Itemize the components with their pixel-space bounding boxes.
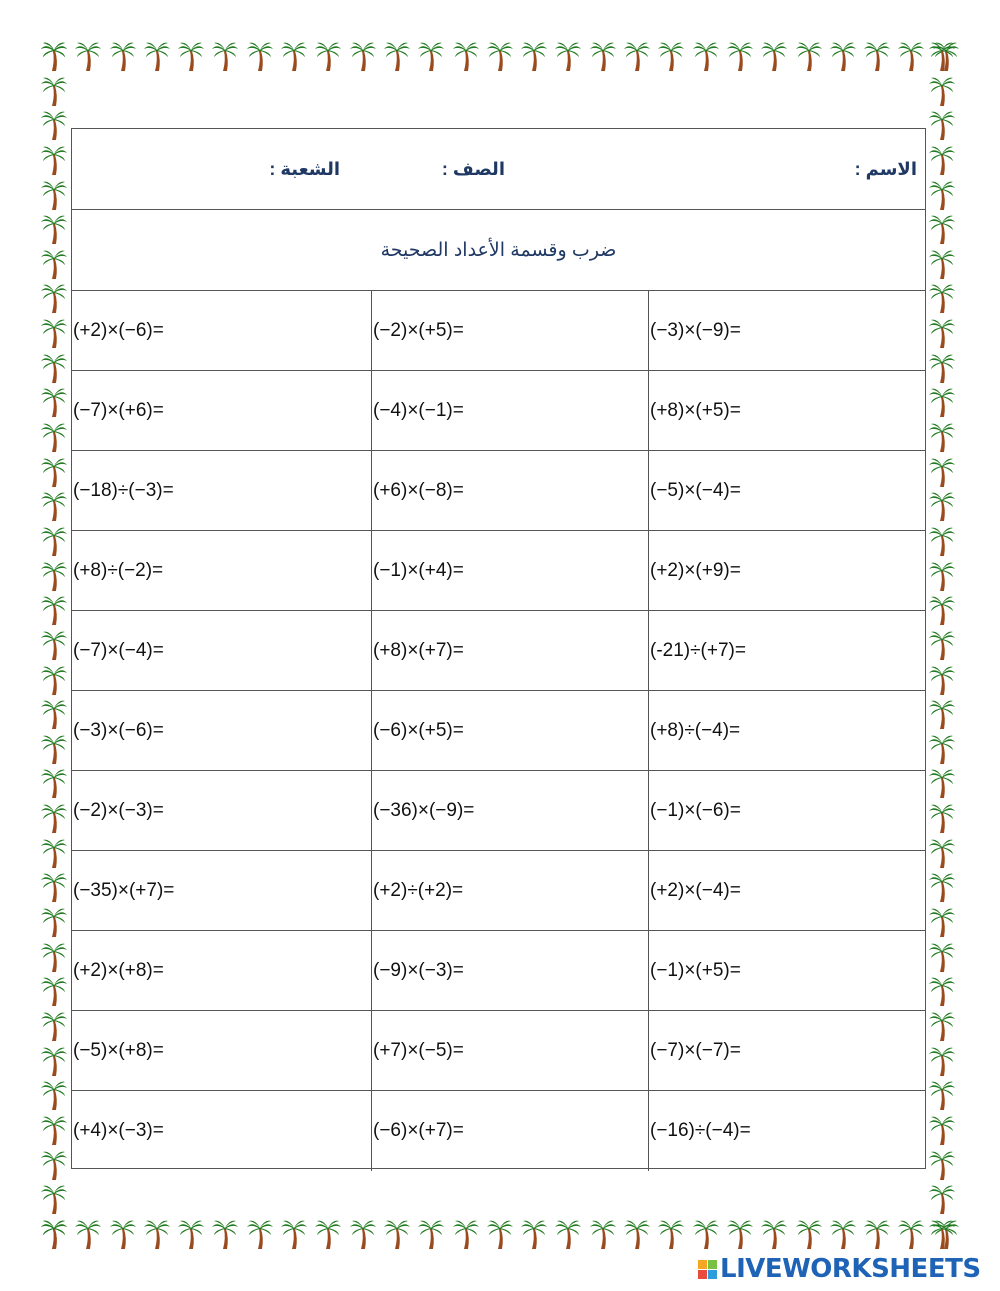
palm-tree-icon (657, 40, 685, 72)
palm-tree-icon (928, 837, 956, 869)
palm-tree-icon (897, 1218, 925, 1250)
logo-square (708, 1270, 717, 1279)
palm-tree-icon (74, 1218, 102, 1250)
palm-tree-icon (40, 837, 68, 869)
palm-tree-icon (177, 40, 205, 72)
palm-tree-icon (40, 109, 68, 141)
palm-tree-icon (623, 40, 651, 72)
problem-cell: (+2)×(+8)= (72, 931, 372, 1011)
palm-tree-icon (452, 1218, 480, 1250)
palm-tree-icon (928, 317, 956, 349)
problem-cell: (+8)×(+7)= (372, 611, 649, 691)
palm-tree-icon (928, 1114, 956, 1146)
palm-tree-icon (928, 733, 956, 765)
palm-tree-icon (40, 40, 68, 72)
palm-tree-icon (897, 40, 925, 72)
grade-label: الصف : (441, 159, 505, 179)
palm-tree-icon (928, 179, 956, 211)
palm-tree-icon (692, 40, 720, 72)
problem-cell: (−2)×(−3)= (72, 771, 372, 851)
palm-tree-icon (928, 144, 956, 176)
palm-tree-icon (314, 40, 342, 72)
palm-tree-icon (657, 1218, 685, 1250)
palm-tree-icon (40, 1045, 68, 1077)
problem-cell: (+6)×(−8)= (372, 451, 649, 531)
problem-cell: (+8)×(+5)= (649, 371, 925, 451)
problem-cell: (−2)×(+5)= (372, 291, 649, 371)
palm-tree-icon (40, 941, 68, 973)
problem-cell: (−6)×(+7)= (372, 1091, 649, 1171)
palm-tree-icon (928, 1079, 956, 1111)
palm-tree-icon (40, 386, 68, 418)
problem-grid (72, 291, 925, 1171)
palm-tree-icon (349, 40, 377, 72)
problem-cell: (−7)×(−7)= (649, 1011, 925, 1091)
palm-tree-icon (760, 1218, 788, 1250)
palm-tree-icon (109, 40, 137, 72)
palm-tree-icon (211, 1218, 239, 1250)
problem-cell: (+2)×(+9)= (649, 531, 925, 611)
palm-tree-icon (520, 1218, 548, 1250)
palm-tree-icon (928, 213, 956, 245)
worksheet-title: ضرب وقسمة الأعداد الصحيحة (72, 210, 925, 291)
problem-cell: (−4)×(−1)= (372, 371, 649, 451)
palm-tree-icon (280, 1218, 308, 1250)
palm-tree-icon (795, 1218, 823, 1250)
palm-tree-icon (40, 248, 68, 280)
problem-cell: (−7)×(+6)= (72, 371, 372, 451)
problem-cell: (−1)×(+4)= (372, 531, 649, 611)
palm-tree-icon (40, 525, 68, 557)
problem-cell: (−7)×(−4)= (72, 611, 372, 691)
palm-tree-icon (928, 906, 956, 938)
palm-tree-icon (40, 1149, 68, 1181)
palm-tree-icon (795, 40, 823, 72)
palm-tree-icon (928, 40, 956, 72)
problem-cell: (−3)×(−6)= (72, 691, 372, 771)
palm-tree-icon (928, 1149, 956, 1181)
palm-tree-icon (928, 1218, 956, 1250)
palm-border-left (40, 40, 68, 1250)
palm-tree-icon (623, 1218, 651, 1250)
problem-cell: (+4)×(−3)= (72, 1091, 372, 1171)
palm-tree-icon (829, 40, 857, 72)
palm-tree-icon (383, 40, 411, 72)
palm-tree-icon (40, 352, 68, 384)
palm-tree-icon (40, 975, 68, 1007)
palm-border-top (40, 40, 960, 72)
problem-cell: (−18)÷(−3)= (72, 451, 372, 531)
palm-tree-icon (40, 456, 68, 488)
palm-tree-icon (928, 594, 956, 626)
palm-tree-icon (928, 1010, 956, 1042)
palm-tree-icon (40, 906, 68, 938)
palm-border-right (928, 40, 956, 1250)
logo-square (708, 1260, 717, 1269)
palm-tree-icon (928, 629, 956, 661)
palm-tree-icon (928, 975, 956, 1007)
palm-tree-icon (589, 40, 617, 72)
palm-tree-icon (40, 1079, 68, 1111)
palm-tree-icon (177, 1218, 205, 1250)
palm-tree-icon (40, 698, 68, 730)
palm-tree-icon (928, 871, 956, 903)
palm-tree-icon (40, 560, 68, 592)
palm-tree-icon (692, 1218, 720, 1250)
problem-cell: (−1)×(−6)= (649, 771, 925, 851)
palm-tree-icon (40, 802, 68, 834)
palm-tree-icon (246, 1218, 274, 1250)
palm-tree-icon (928, 248, 956, 280)
problem-cell: (−36)×(−9)= (372, 771, 649, 851)
palm-tree-icon (40, 1218, 68, 1250)
palm-border-bottom (40, 1218, 960, 1250)
palm-tree-icon (40, 317, 68, 349)
palm-tree-icon (40, 1183, 68, 1215)
palm-tree-icon (109, 1218, 137, 1250)
palm-tree-icon (928, 525, 956, 557)
palm-tree-icon (928, 490, 956, 522)
palm-tree-icon (928, 456, 956, 488)
problem-cell: (−5)×(+8)= (72, 1011, 372, 1091)
palm-tree-icon (40, 629, 68, 661)
palm-tree-icon (554, 1218, 582, 1250)
palm-tree-icon (726, 40, 754, 72)
palm-tree-icon (143, 40, 171, 72)
problem-cell: (+2)×(−6)= (72, 291, 372, 371)
palm-tree-icon (40, 733, 68, 765)
palm-tree-icon (928, 109, 956, 141)
brand-text: LIVEWORKSHEETS (720, 1254, 981, 1284)
section-label: الشعبة : (269, 159, 340, 179)
liveworksheets-logo-icon (698, 1260, 717, 1279)
palm-tree-icon (40, 75, 68, 107)
palm-tree-icon (40, 490, 68, 522)
palm-tree-icon (452, 40, 480, 72)
problem-cell: (−6)×(+5)= (372, 691, 649, 771)
palm-tree-icon (40, 1010, 68, 1042)
problem-cell: (+8)÷(−4)= (649, 691, 925, 771)
problem-cell: (−9)×(−3)= (372, 931, 649, 1011)
palm-tree-icon (863, 40, 891, 72)
palm-tree-icon (40, 421, 68, 453)
problem-cell: (−5)×(−4)= (649, 451, 925, 531)
problem-cell: (+2)×(−4)= (649, 851, 925, 931)
palm-tree-icon (928, 421, 956, 453)
palm-tree-icon (928, 802, 956, 834)
palm-tree-icon (928, 767, 956, 799)
worksheet (71, 128, 926, 1169)
palm-tree-icon (74, 40, 102, 72)
problem-cell: (+2)÷(+2)= (372, 851, 649, 931)
palm-tree-icon (211, 40, 239, 72)
palm-tree-icon (417, 40, 445, 72)
palm-tree-icon (280, 40, 308, 72)
student-info-header (72, 129, 925, 210)
logo-square (698, 1270, 707, 1279)
palm-tree-icon (928, 941, 956, 973)
palm-tree-icon (314, 1218, 342, 1250)
problem-cell: (−35)×(+7)= (72, 851, 372, 931)
palm-tree-icon (40, 767, 68, 799)
palm-tree-icon (928, 1183, 956, 1215)
palm-tree-icon (143, 1218, 171, 1250)
palm-tree-icon (349, 1218, 377, 1250)
palm-tree-icon (520, 40, 548, 72)
palm-tree-icon (928, 560, 956, 592)
palm-tree-icon (40, 871, 68, 903)
palm-tree-icon (589, 1218, 617, 1250)
palm-tree-icon (928, 352, 956, 384)
palm-tree-icon (417, 1218, 445, 1250)
palm-tree-icon (928, 698, 956, 730)
palm-tree-icon (486, 40, 514, 72)
palm-tree-icon (928, 282, 956, 314)
palm-tree-icon (760, 40, 788, 72)
palm-tree-icon (928, 664, 956, 696)
palm-tree-icon (40, 213, 68, 245)
palm-tree-icon (40, 144, 68, 176)
palm-tree-icon (829, 1218, 857, 1250)
palm-tree-icon (928, 75, 956, 107)
palm-tree-icon (40, 179, 68, 211)
problem-cell: (−3)×(−9)= (649, 291, 925, 371)
problem-cell: (+8)÷(−2)= (72, 531, 372, 611)
palm-tree-icon (928, 386, 956, 418)
palm-tree-icon (554, 40, 582, 72)
problem-cell: (+7)×(−5)= (372, 1011, 649, 1091)
problem-cell: (−16)÷(−4)= (650, 1120, 751, 1141)
problem-cell: (−1)×(+5)= (649, 931, 925, 1011)
logo-square (698, 1260, 707, 1269)
palm-tree-icon (40, 1114, 68, 1146)
palm-tree-icon (383, 1218, 411, 1250)
palm-tree-icon (40, 282, 68, 314)
palm-tree-icon (863, 1218, 891, 1250)
palm-tree-icon (246, 40, 274, 72)
palm-tree-icon (486, 1218, 514, 1250)
palm-tree-icon (726, 1218, 754, 1250)
problem-cell: (-21)÷(+7)= (649, 611, 925, 691)
palm-tree-icon (40, 664, 68, 696)
name-label: الاسم : (854, 159, 917, 179)
liveworksheets-brand (698, 1254, 981, 1284)
palm-tree-icon (40, 594, 68, 626)
palm-tree-icon (928, 1045, 956, 1077)
